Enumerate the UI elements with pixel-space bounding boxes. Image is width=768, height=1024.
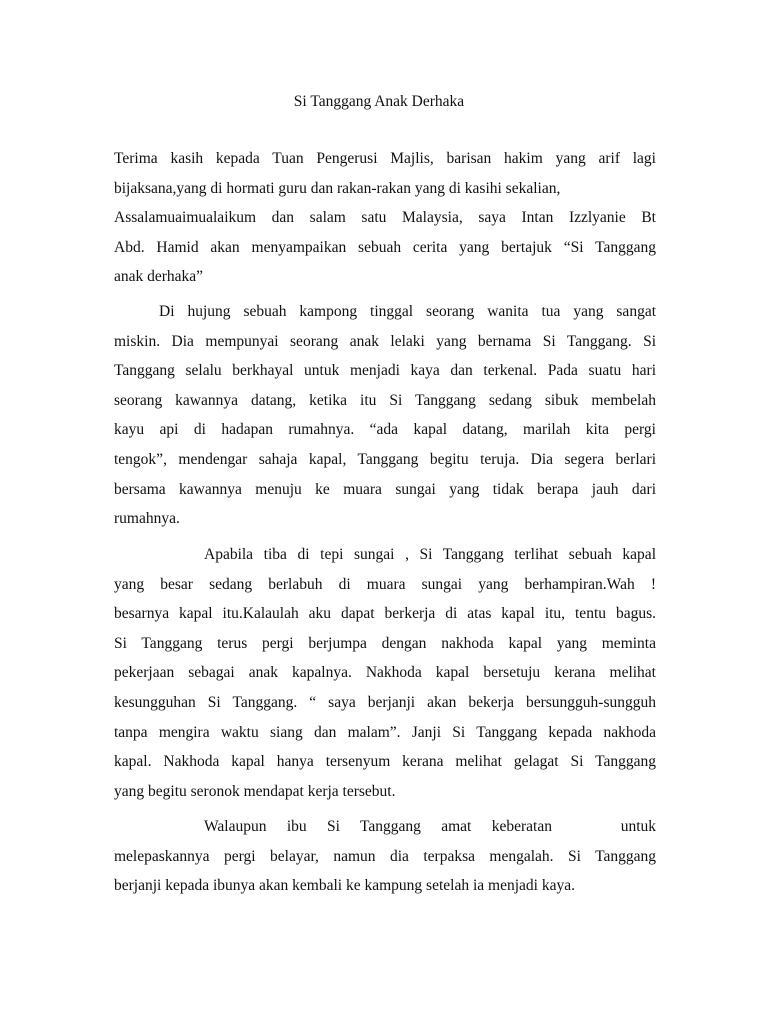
paragraph-story-start	[114, 297, 656, 534]
text-line: yang begitu seronok mendapat kerja tersebut.	[114, 782, 396, 800]
text-line: tengok”, mendengar sahaja kapal, Tanggang begitu teruja. Dia segera berlari	[114, 450, 656, 468]
text-segment: untuk	[620, 818, 656, 835]
text-line	[114, 812, 656, 842]
text-line: Abd. Hamid akan menyampaikan sebuah cerita yang bertajuk “Si Tanggang	[114, 238, 656, 256]
paragraph-opening	[114, 144, 656, 292]
text-line: besarnya kapal itu.Kalaulah aku dapat berkerja di atas kapal itu, tentu bagus.	[114, 605, 656, 623]
document-title-text: Si Tanggang Anak Derhaka	[293, 93, 465, 110]
text-line: kesungguhan Si Tanggang. “ saya berjanji akan bekerja bersungguh-sungguh	[114, 693, 656, 711]
text-line: Terima kasih kepada Tuan Pengerusi Majlis, barisan hakim yang arif lagi	[114, 150, 656, 167]
text-line: bersama kawannya menuju ke muara sungai yang tidak berapa jauh dari	[114, 480, 656, 498]
text-line: bijaksana,yang di hormati guru dan rakan-rakan yang di kasihi sekalian,	[114, 179, 561, 197]
document-title	[0, 90, 768, 114]
text-line: kayu api di hadapan rumahnya. “ada kapal datang, marilah kita pergi	[114, 421, 656, 439]
text-segment: Walaupun ibu Si Tanggang amat keberatan	[204, 818, 552, 835]
paragraph-departure	[114, 812, 656, 901]
text-line: Apabila tiba di tepi sungai , Si Tanggang terlihat sebuah kapal	[204, 546, 656, 563]
text-line: miskin. Dia mempunyai seorang anak lelaki yang bernama Si Tanggang. Si	[114, 332, 656, 350]
text-line: Assalamuaimualaikum dan salam satu Malaysia, saya Intan Izzlyanie Bt	[114, 209, 656, 227]
text-line: rumahnya.	[114, 510, 180, 528]
text-line: Tanggang selalu berkhayal untuk menjadi kaya dan terkenal. Pada suatu hari	[114, 362, 656, 380]
text-line: kapal. Nakhoda kapal hanya tersenyum kerana melihat gelagat Si Tanggang	[114, 753, 656, 771]
text-line: seorang kawannya datang, ketika itu Si Tanggang sedang sibuk membelah	[114, 391, 656, 409]
text-line: pekerjaan sebagai anak kapalnya. Nakhoda kapal bersetuju kerana melihat	[114, 664, 656, 682]
paragraph-ship	[114, 540, 656, 806]
text-line: anak derhaka”	[114, 268, 204, 286]
text-line: berjanji kepada ibunya akan kembali ke kampung setelah ia menjadi kaya.	[114, 877, 575, 895]
text-line: melepaskannya pergi belayar, namun dia terpaksa mengalah. Si Tanggang	[114, 847, 656, 865]
text-line: Di hujung sebuah kampong tinggal seorang wanita tua yang sangat	[159, 303, 656, 320]
text-line: Si Tanggang terus pergi berjumpa dengan nakhoda kapal yang meminta	[114, 634, 656, 652]
text-line: yang besar sedang berlabuh di muara sungai yang berhampiran.Wah !	[114, 575, 656, 593]
text-line: tanpa mengira waktu siang dan malam”. Janji Si Tanggang kepada nakhoda	[114, 723, 656, 741]
